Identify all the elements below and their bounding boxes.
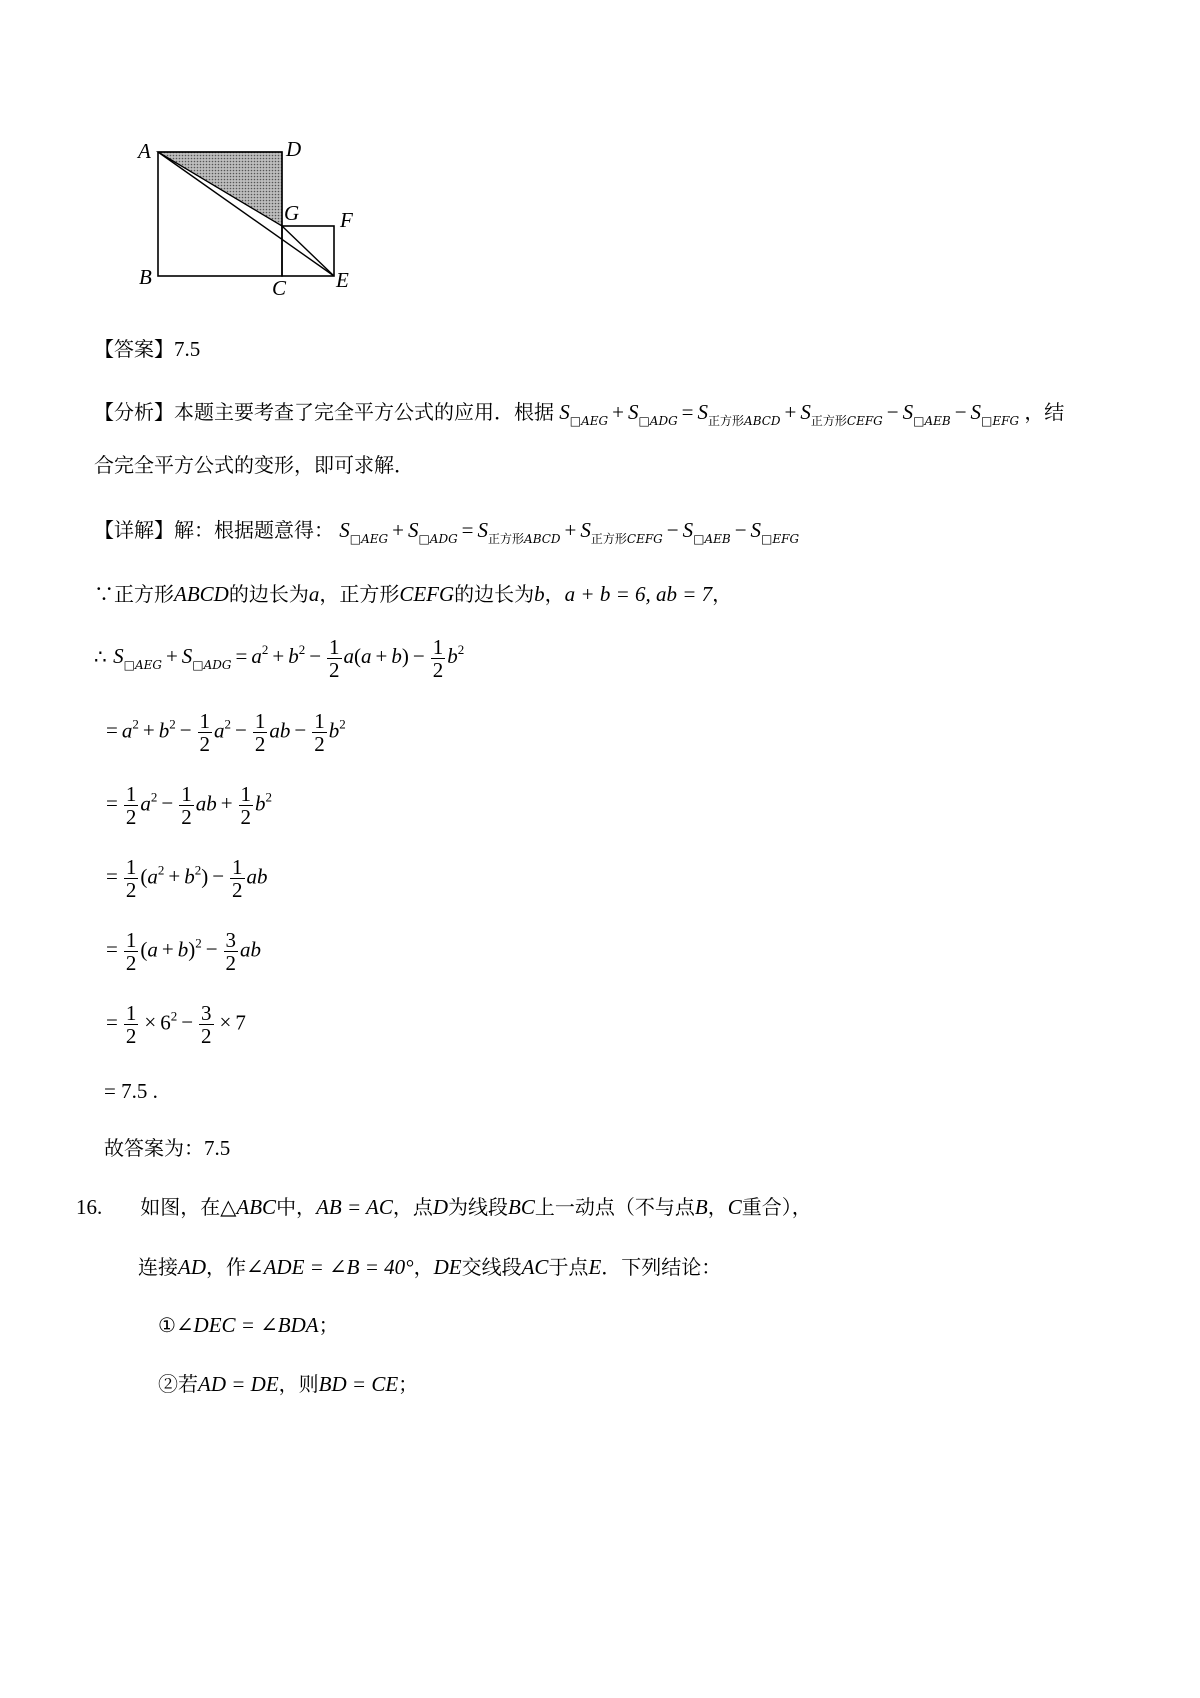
question-16-line-1: 16. 如图，在△ABC中，AB = AC，点D为线段BC上一动点（不与点B，C重合）， [76, 1195, 812, 1219]
analysis-line-2: 合完全平方公式的变形，即可求解． [94, 453, 414, 477]
detail-line [94, 520, 799, 545]
therefore-symbol: ∴ [94, 644, 107, 669]
label-b: B [139, 265, 152, 289]
answer-value: 7.5 [174, 337, 201, 361]
analysis-line-1 [94, 402, 1064, 427]
analysis-tail: ，结 [1024, 400, 1065, 424]
because-line: ∵正方形ABCD的边长为a，正方形CEFG的边长为b，a + b = 6, ab = 7， [94, 582, 733, 606]
question-number: 16. [76, 1195, 103, 1219]
answer-tag: 【答案】 [94, 337, 174, 361]
final-answer-value: 7.5 [204, 1136, 231, 1160]
detail-formula: $S_{□AEG} + S_{□ADG} = S_{正方形ABCD} + S_{正方形CEFG} - S_{□AEB} - S_{□EFG}$ [339, 518, 800, 546]
label-e: E [336, 268, 349, 292]
step-6: = $\frac{1}{2}$ × $6^2$ − $\frac{3}{2}$ × 7 [106, 1001, 246, 1048]
detail-text: 解：根据题意得： [174, 518, 334, 542]
label-d: D [286, 137, 302, 161]
question-16-line-2: 连接AD，作∠ADE = ∠B = 40°，DE交线段AC于点E．下列结论： [138, 1255, 722, 1279]
label-g: G [284, 201, 300, 225]
analysis-text: 本题主要考查了完全平方公式的应用．根据 [174, 400, 554, 424]
because-symbol: ∵ [94, 582, 114, 606]
step-2: = $a^2 + b^2$ − $\frac{1}{2}$ $a^2$ − $\frac{1}{2}$ ab − $\frac{1}{2}$ $b^2$ [106, 709, 346, 756]
label-c: C [272, 276, 287, 300]
detail-tag: 【详解】 [94, 518, 174, 542]
condition: a + b = 6, ab = 7 [564, 582, 713, 606]
label-f: F [340, 208, 353, 232]
step-3: = $\frac{1}{2}$ $a^2$ − $\frac{1}{2}$ ab + $\frac{1}{2}$ $b^2$ [106, 782, 273, 829]
conclusion-1: ①∠DEC = ∠BDA； [158, 1313, 339, 1337]
analysis-tag: 【分析】 [94, 400, 174, 424]
segment-ge [282, 226, 334, 276]
final-answer-line: 故答案为：7.5 [104, 1136, 231, 1160]
answer-line [94, 339, 200, 360]
therefore-line: ∴ $S_{□AEG} + S_{□ADG} = a^2 + b^2$ − $\frac{1}{2}$ a(a + b) − $\frac{1}{2}$ $b^2$ [94, 635, 465, 682]
label-a: A [138, 139, 151, 163]
analysis-formula: $S_{□AEG} + S_{□ADG} = S_{正方形ABCD} + S_{正方形CEFG} - S_{□AEB} - S_{□EFG}$ [559, 400, 1020, 428]
step-result: = 7.5 . [104, 1079, 158, 1103]
step-4: = $\frac{1}{2}$ $(a^2 + b^2)$ − $\frac{1}{2}$ ab [106, 855, 268, 902]
conclusion-2: ②若AD = DE，则BD = CE； [158, 1372, 419, 1396]
step-5: = $\frac{1}{2}$ $(a + b)^2$ − $\frac{3}{2}$ ab [106, 928, 262, 975]
